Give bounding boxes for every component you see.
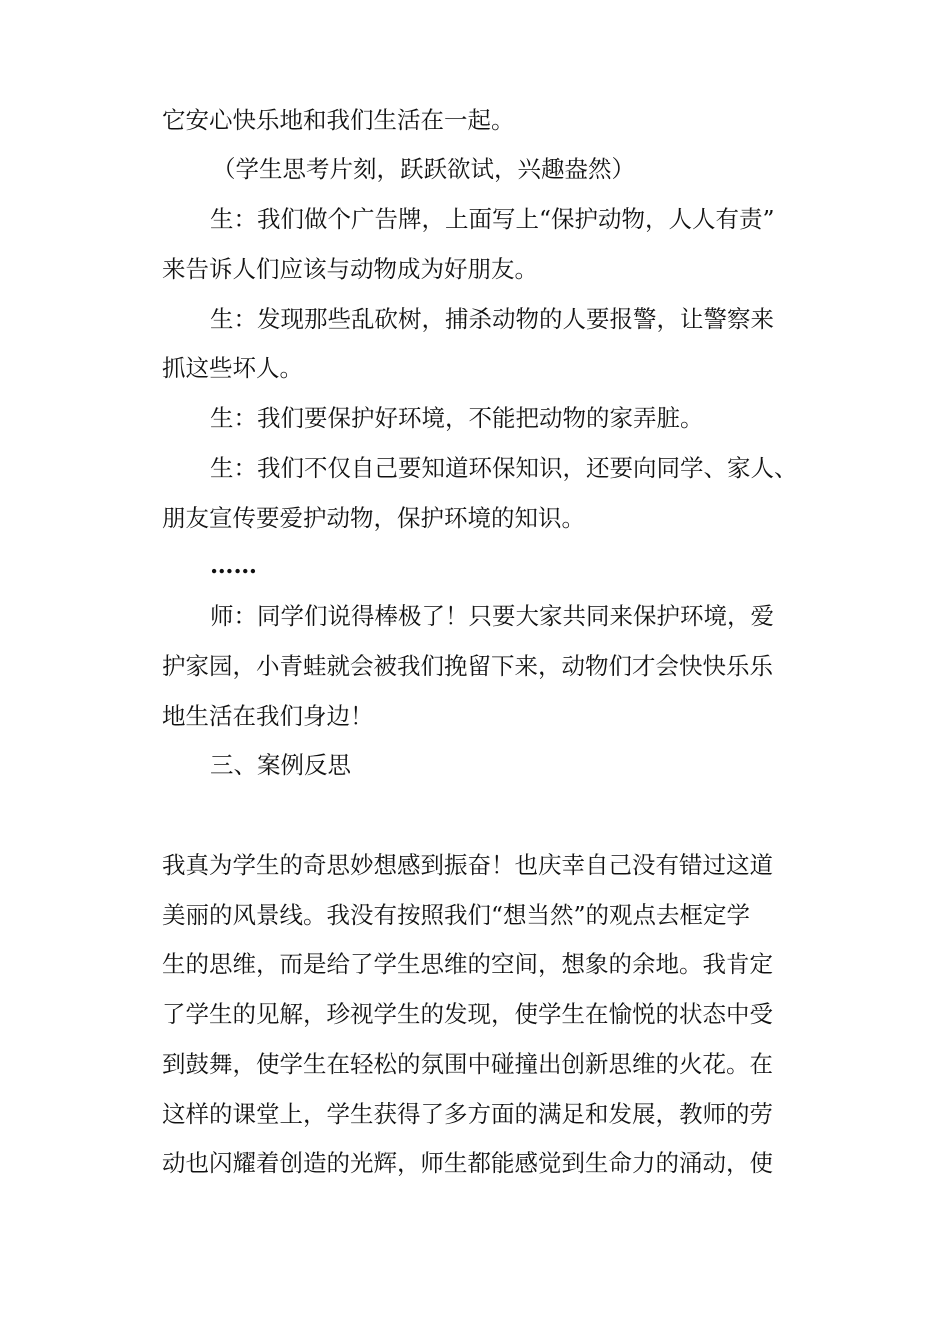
text-line-9: 朋友宣传要爱护动物，保护环境的知识。 <box>162 504 585 532</box>
text-line-12: 地生活在我们身边！ <box>162 702 374 730</box>
text-line-2: （学生思考片刻，跃跃欲试，兴趣盎然） <box>212 155 635 183</box>
text-line-18: 这样的课堂上，学生获得了多方面的满足和发展，教师的劳 <box>162 1100 773 1128</box>
text-line-17: 到鼓舞，使学生在轻松的氛围中碰撞出创新思维的火花。在 <box>162 1050 773 1078</box>
text-line-5: 生：发现那些乱砍树，捕杀动物的人要报警，让警察来 <box>210 305 774 333</box>
text-line-13: 我真为学生的奇思妙想感到振奋！也庆幸自己没有错过这道 <box>162 851 773 879</box>
section-heading: 三、案例反思 <box>210 751 351 779</box>
text-line-3: 生：我们做个广告牌，上面写上“保护动物，人人有责” <box>210 205 775 233</box>
text-line-8: 生：我们不仅自己要知道环保知识，还要向同学、家人、 <box>210 454 798 482</box>
text-line-7: 生：我们要保护好环境，不能把动物的家弄脏。 <box>210 404 704 432</box>
text-line-6: 抓这些坏人。 <box>162 354 303 382</box>
text-line-15: 生的思维，而是给了学生思维的空间，想象的余地。我肯定 <box>162 950 773 978</box>
text-line-14: 美丽的风景线。我没有按照我们“想当然”的观点去框定学 <box>162 901 751 929</box>
text-line-4: 来告诉人们应该与动物成为好朋友。 <box>162 255 538 283</box>
text-line-11: 护家园，小青蛙就会被我们挽留下来，动物们才会快快乐乐 <box>162 652 773 680</box>
text-line-16: 了学生的见解，珍视学生的发现，使学生在愉悦的状态中受 <box>162 1000 773 1028</box>
text-line-19: 动也闪耀着创造的光辉，师生都能感觉到生命力的涌动，使 <box>162 1149 773 1177</box>
ellipsis-line: …… <box>210 551 257 579</box>
text-line-10: 师：同学们说得棒极了！只要大家共同来保护环境，爱 <box>210 602 774 630</box>
text-line-1: 它安心快乐地和我们生活在一起。 <box>162 106 515 134</box>
